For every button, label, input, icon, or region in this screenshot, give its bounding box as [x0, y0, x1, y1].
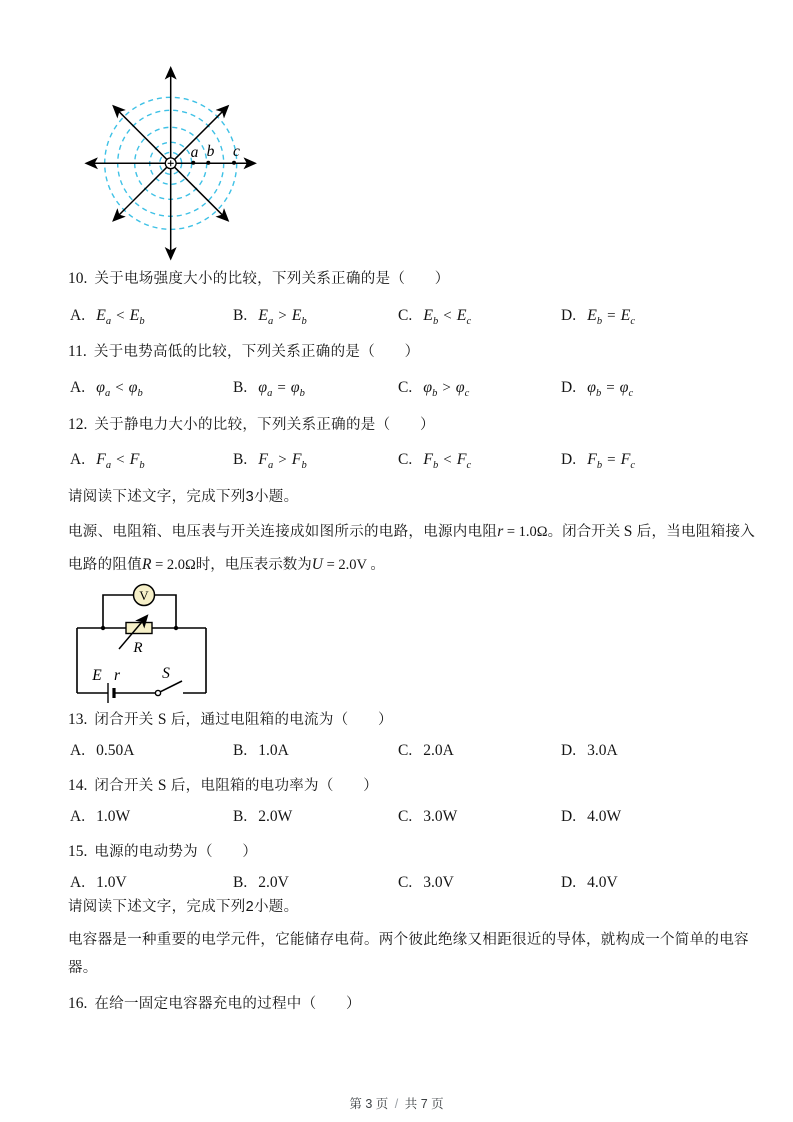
question-14-number: 14. — [68, 777, 88, 794]
option-11-d: D. $\varphi_b = \varphi_c$ — [561, 379, 634, 399]
field-line — [114, 106, 171, 163]
page-footer — [0, 1094, 793, 1112]
question-13-stem: 13. 闭合开关 S 后，通过电阻箱的电流为（ ） — [68, 711, 393, 728]
var-S: S — [157, 711, 167, 728]
resistor-box — [119, 616, 152, 656]
question-12-number: 12. — [68, 416, 88, 433]
question-15-number: 15. — [68, 843, 88, 860]
option-12-a: A. $F_a < F_b$ — [70, 451, 145, 471]
question-11-number: 11. — [68, 343, 87, 360]
option-12-b: B. $F_a > F_b$ — [233, 451, 307, 471]
question-10-options — [0, 307, 793, 329]
option-11-c: C. $\varphi_b > \varphi_c$ — [398, 379, 470, 399]
point-c-label: c — [233, 143, 240, 160]
reading2-line2: 器。 — [68, 960, 98, 976]
var-S: S — [157, 777, 167, 794]
question-14-stem: 14. 闭合开关 S 后，电阻箱的电功率为（ ） — [68, 777, 379, 794]
footer-total-pages: 共 7 页 — [404, 1097, 444, 1111]
option-15-d: D. 4.0V — [561, 874, 618, 891]
internal-resistance-label: r — [113, 667, 121, 684]
voltmeter — [134, 585, 155, 606]
question-14-options — [0, 808, 793, 830]
electric-field-diagram — [60, 58, 282, 264]
option-11-a: A. $\varphi_a < \varphi_b$ — [70, 379, 143, 399]
point-a-dot — [191, 161, 195, 165]
question-11-stem — [68, 341, 419, 363]
question-10-text: 关于电场强度大小的比较，下列关系正确的是（ ） — [94, 271, 450, 287]
option-14-a: A. 1.0W — [70, 808, 131, 825]
footer-current-page: 第 3 页 — [349, 1097, 389, 1111]
option-10-a: A. $E_a < E_b$ — [70, 307, 145, 327]
switch — [155, 681, 182, 696]
option-10-b: B. $E_a > E_b$ — [233, 307, 307, 327]
question-12-text: 关于静电力大小的比较，下列关系正确的是（ ） — [94, 417, 435, 433]
field-line — [171, 106, 228, 163]
circuit-diagram — [70, 582, 220, 714]
option-11-b: B. $\varphi_a = \varphi_b$ — [233, 379, 305, 399]
field-line — [171, 163, 228, 220]
question-11-options — [0, 379, 793, 401]
reading1-intro: 请阅读下述文字，完成下列3小题。 — [68, 489, 299, 505]
option-10-d: D. $E_b = E_c$ — [561, 307, 636, 327]
field-line — [114, 163, 171, 220]
resistor-label: R — [133, 640, 143, 656]
var-U: U — [311, 556, 323, 573]
question-16-number: 16. — [68, 995, 88, 1012]
point-b-label: b — [206, 143, 215, 160]
option-14-b: B. 2.0W — [233, 808, 293, 825]
option-13-d: D. 3.0A — [561, 742, 618, 759]
reading2-line1: 电容器是一种重要的电学元件，它能储存电荷。两个彼此绝缘又相距很近的导体，就构成一个简单的电容 — [68, 932, 749, 948]
point-b-dot — [206, 161, 210, 165]
junction-dot — [101, 626, 105, 630]
question-12-options — [0, 451, 793, 473]
question-12-stem — [68, 414, 435, 436]
option-12-c: C. $F_b < F_c$ — [398, 451, 472, 471]
footer-separator: / — [394, 1097, 399, 1111]
question-15-stem: 15. 电源的电动势为（ ） — [68, 843, 258, 860]
option-15-c: C. 3.0V — [398, 874, 454, 891]
option-15-b: B. 2.0V — [233, 874, 289, 891]
positive-charge-icon — [165, 158, 176, 169]
question-11-text: 关于电势高低的比较，下列关系正确的是（ ） — [93, 344, 420, 360]
option-12-d: D. $F_b = F_c$ — [561, 451, 636, 471]
point-c-dot — [232, 161, 236, 165]
option-15-a: A. 1.0V — [70, 874, 127, 891]
option-14-d: D. 4.0W — [561, 808, 622, 825]
reading1-line2: 电路的阻值R = 2.0Ω时，电压表示数为U = 2.0V 。 — [68, 556, 385, 573]
var-S: S — [623, 523, 633, 540]
emf-label: E — [92, 667, 102, 684]
reading2-intro: 请阅读下述文字，完成下列2小题。 — [68, 899, 299, 915]
voltmeter-label: V — [139, 588, 149, 603]
question-16-stem: 16. 在给一固定电容器充电的过程中（ ） — [68, 995, 361, 1012]
var-r: r — [497, 523, 504, 540]
option-13-c: C. 2.0A — [398, 742, 454, 759]
question-15-options — [0, 874, 793, 896]
reading1-line1: 电源、电阻箱、电压表与开关连接成如图所示的电路，电源内电阻r = 1.0Ω。闭合开关 S 后，当电阻箱接入 — [68, 523, 756, 540]
question-10-number: 10. — [68, 270, 88, 287]
point-a-label: a — [190, 144, 199, 161]
var-R: R — [142, 556, 152, 573]
switch-label: S — [162, 665, 170, 682]
question-13-number: 13. — [68, 711, 88, 728]
question-13-options — [0, 742, 793, 764]
option-14-c: C. 3.0W — [398, 808, 458, 825]
battery — [108, 683, 114, 703]
option-13-b: B. 1.0A — [233, 742, 289, 759]
option-10-c: C. $E_b < E_c$ — [398, 307, 472, 327]
question-10-stem — [68, 268, 450, 290]
option-13-a: A. 0.50A — [70, 742, 135, 759]
junction-dot — [174, 626, 178, 630]
